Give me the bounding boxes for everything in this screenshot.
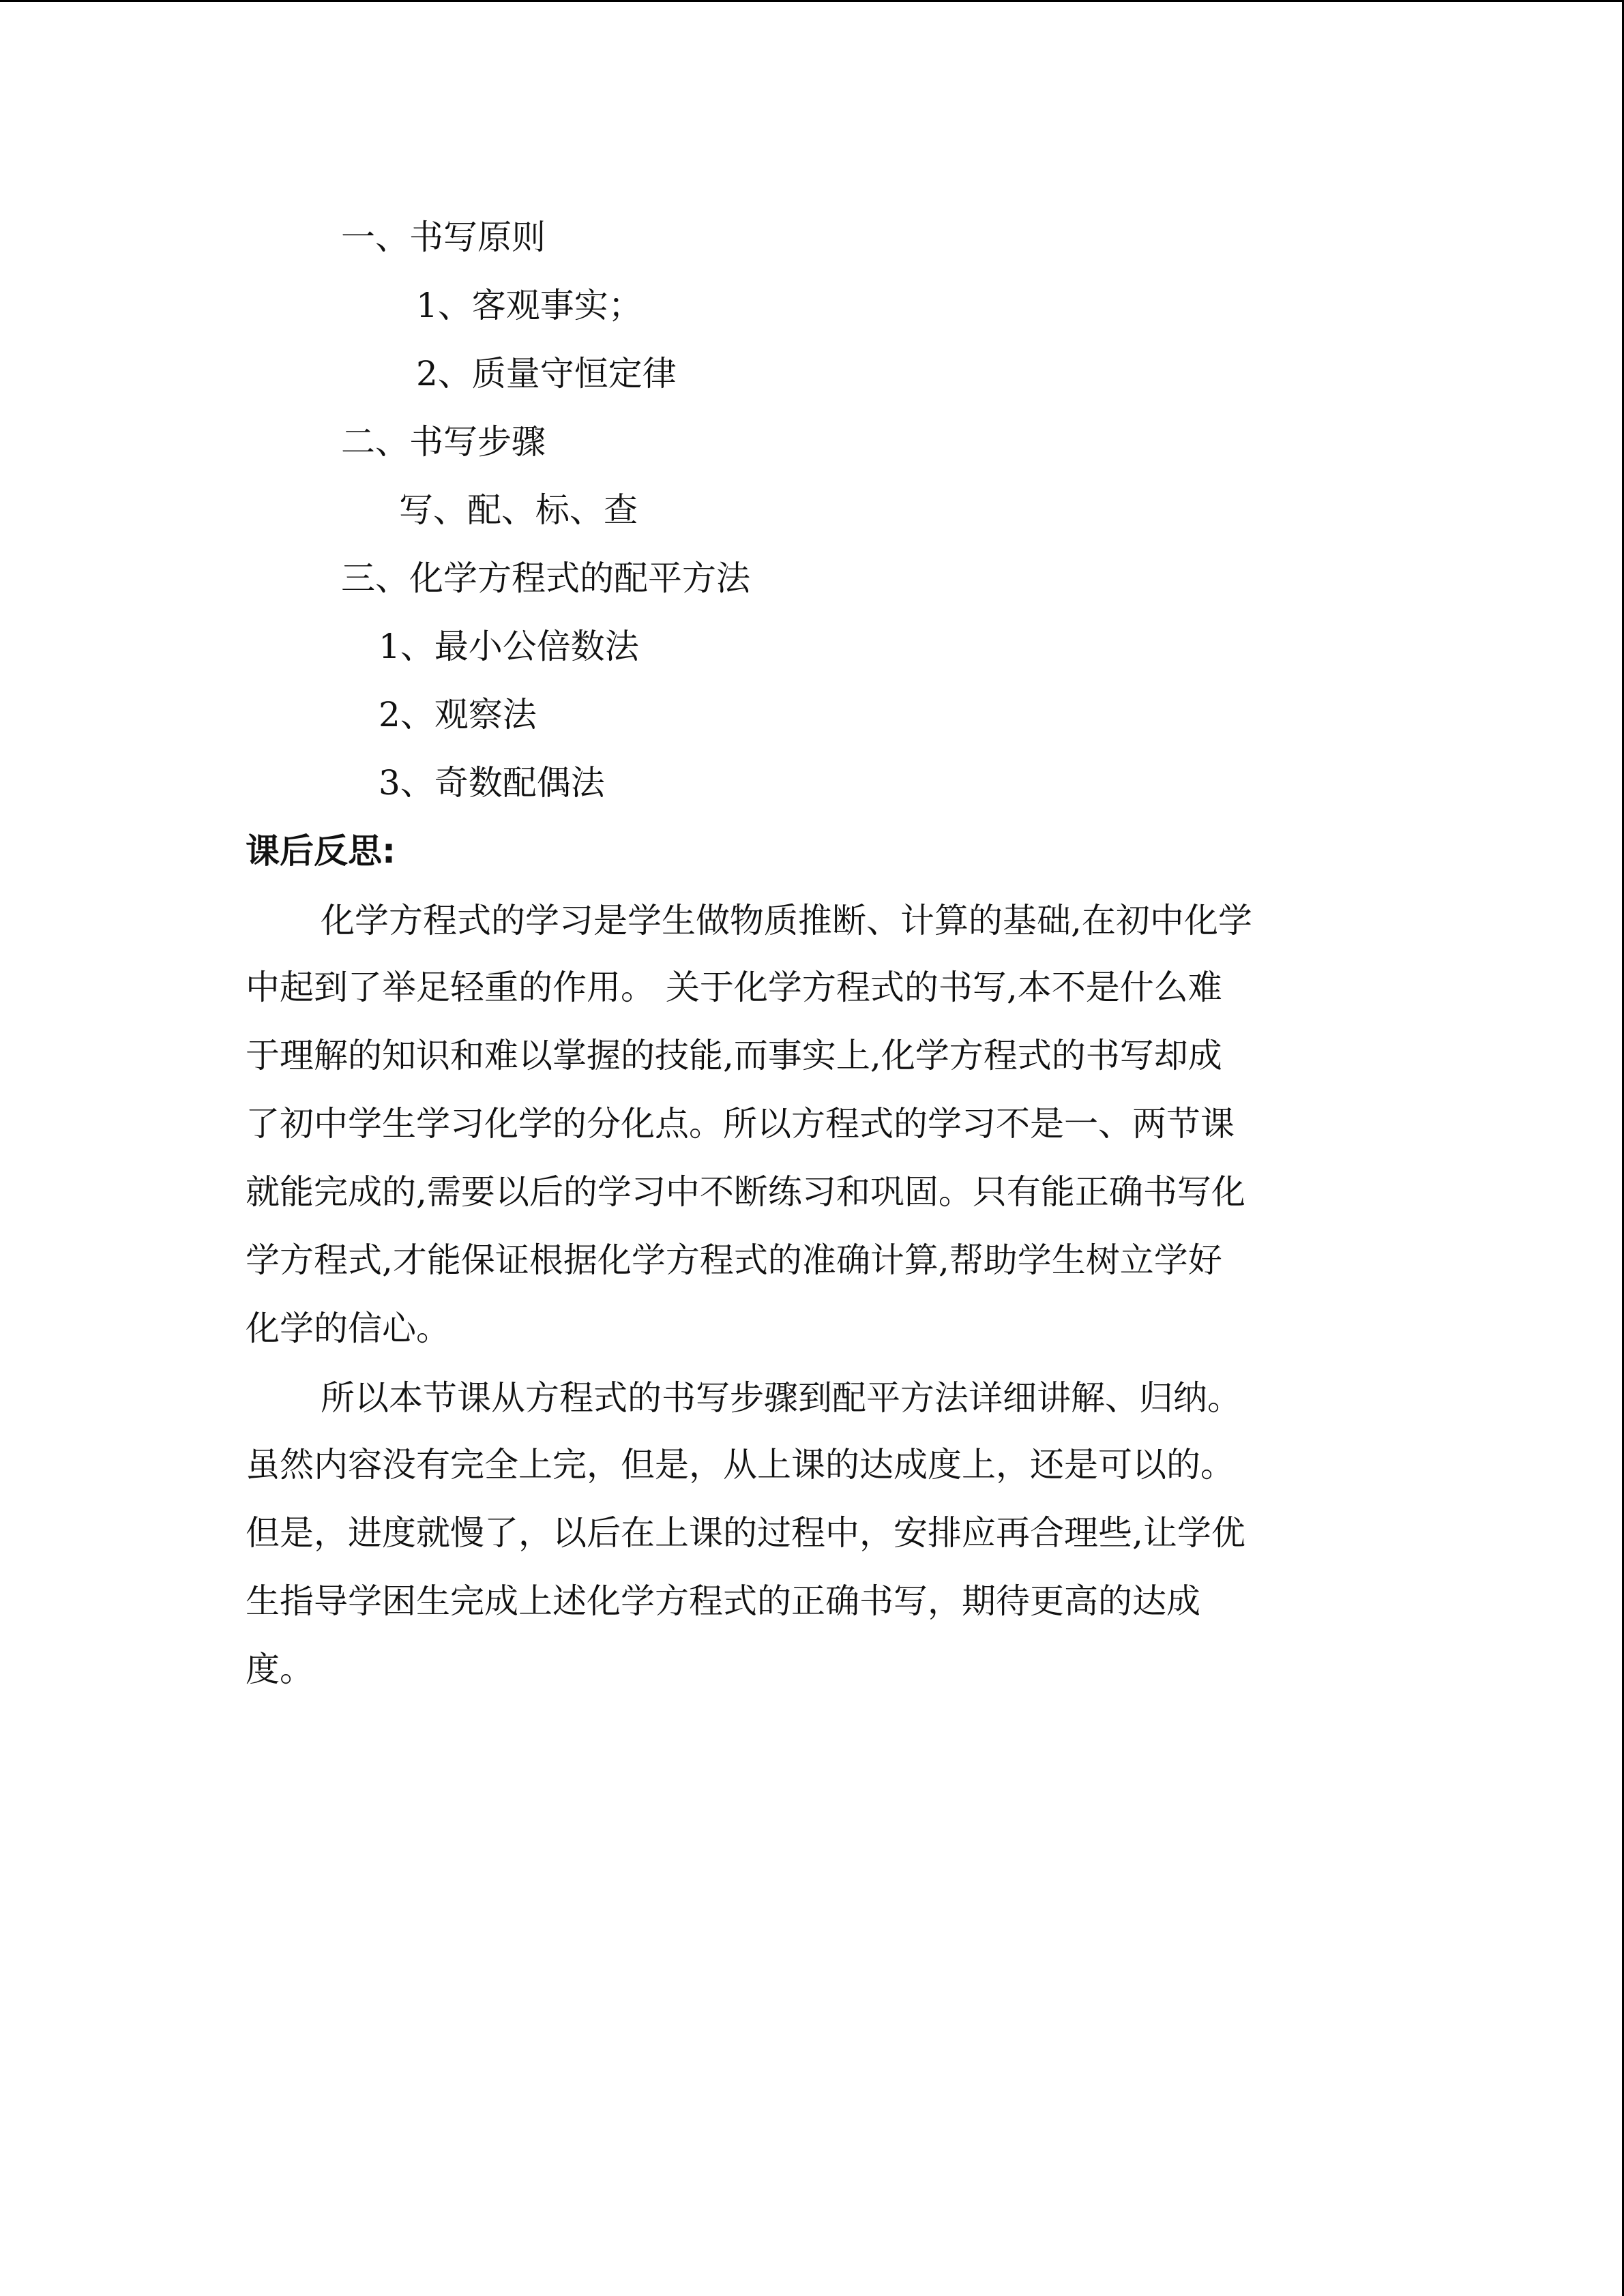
paragraph-1-line-7: 化学的信心。 bbox=[246, 1309, 450, 1348]
paragraph-2-line-3: 但是，进度就慢了，以后在上课的过程中，安排应再合理些,让学优 bbox=[246, 1513, 1245, 1553]
page-border-top bbox=[0, 0, 1624, 2]
section-3-item-1: 1、最小公倍数法 bbox=[379, 627, 639, 666]
section-2-steps: 写、配、标、查 bbox=[399, 490, 638, 530]
paragraph-2-line-4: 生指导学困生完成上述化学方程式的正确书写，期待更高的达成 bbox=[246, 1581, 1200, 1621]
paragraph-1-line-2: 中起到了举足轻重的作用。 关于化学方程式的书写,本不是什么难 bbox=[246, 968, 1222, 1007]
paragraph-2-line-5: 度。 bbox=[246, 1650, 314, 1689]
section-3-title: 三、化学方程式的配平方法 bbox=[341, 558, 750, 598]
paragraph-1-line-4: 了初中学生学习化学的分化点。所以方程式的学习不是一、两节课 bbox=[246, 1104, 1235, 1144]
section-1-item-1: 1、客观事实； bbox=[416, 286, 643, 325]
section-1-title: 一、书写原则 bbox=[341, 218, 546, 257]
paragraph-1-line-1: 化学方程式的学习是学生做物质推断、计算的基础,在初中化学 bbox=[321, 901, 1252, 940]
paragraph-1-line-3: 于理解的知识和难以掌握的技能,而事实上,化学方程式的书写却成 bbox=[246, 1036, 1222, 1075]
section-3-item-2: 2、观察法 bbox=[379, 695, 537, 734]
paragraph-2-line-2: 虽然内容没有完全上完，但是，从上课的达成度上，还是可以的。 bbox=[246, 1445, 1235, 1485]
section-1-item-2: 2、质量守恒定律 bbox=[416, 354, 677, 393]
section-2-title: 二、书写步骤 bbox=[341, 422, 546, 462]
paragraph-1-line-6: 学方程式,才能保证根据化学方程式的准确计算,帮助学生树立学好 bbox=[246, 1240, 1222, 1280]
paragraph-2-line-1: 所以本节课从方程式的书写步骤到配平方法详细讲解、归纳。 bbox=[321, 1378, 1241, 1418]
section-3-item-3: 3、奇数配偶法 bbox=[379, 763, 605, 803]
paragraph-1-line-5: 就能完成的,需要以后的学习中不断练习和巩固。只有能正确书写化 bbox=[246, 1172, 1245, 1212]
reflection-heading: 课后反思: bbox=[246, 831, 396, 871]
